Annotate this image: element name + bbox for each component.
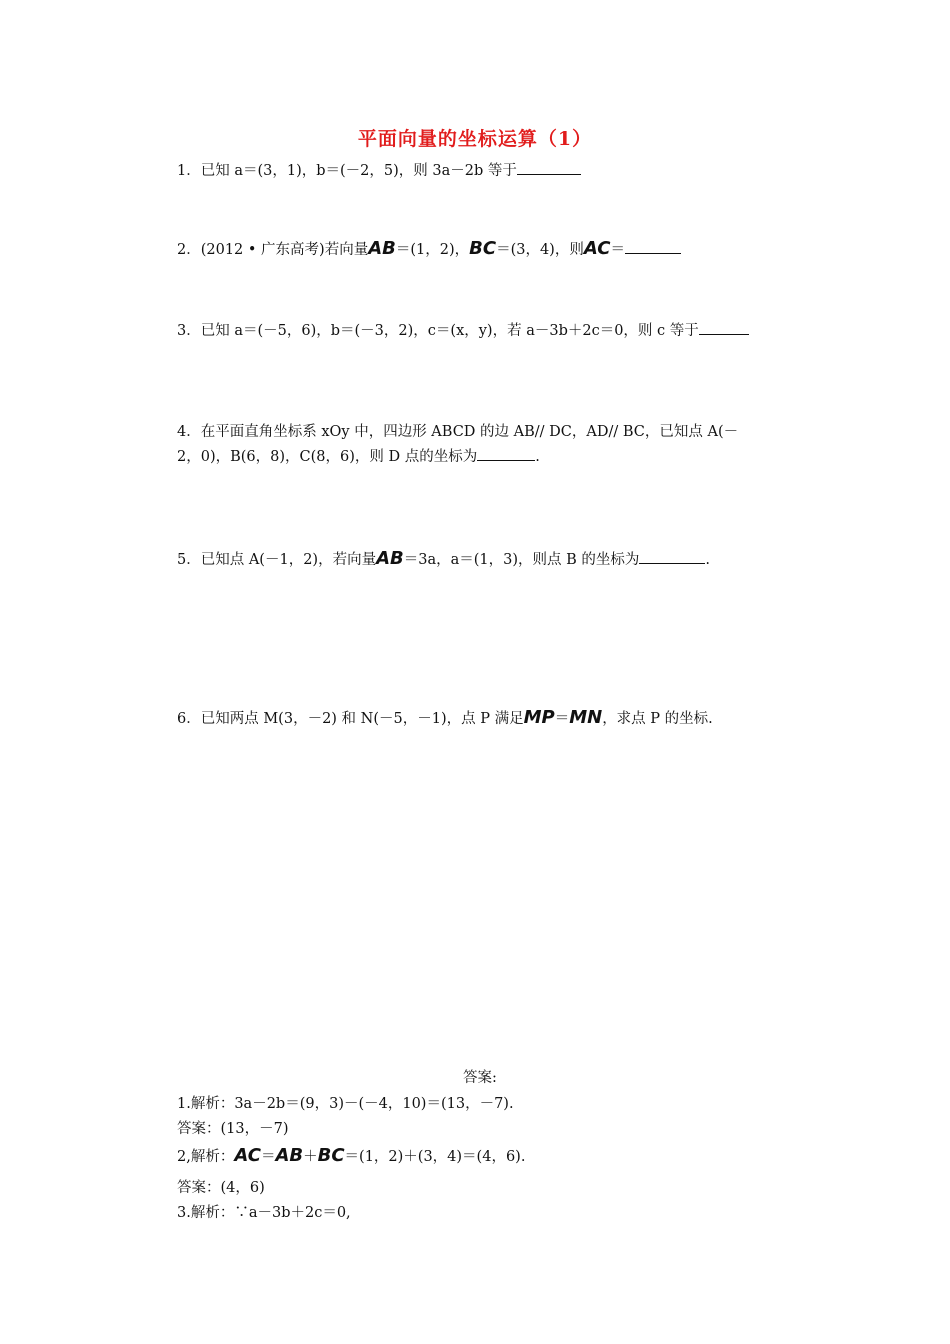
answer-blank-3 (699, 320, 749, 335)
answer-2-post: ＝(1，2)＋(3，4)＝(4，6). (344, 1149, 526, 1165)
question-5-prefix: 5．已知点 A(－1，2)，若向量 (177, 552, 377, 568)
answer-2-prefix: 2,解析： (177, 1149, 235, 1165)
question-5-post: ＝3a，a＝(1，3)，则点 B 的坐标为 (403, 552, 640, 568)
answer-1-answer: 答案：(13，－7) (177, 1121, 289, 1137)
question-2-mid1: ＝(1，2)， (395, 242, 470, 258)
answer-2-analysis (177, 1145, 525, 1166)
vector-ab: AB (368, 238, 396, 259)
question-5 (177, 548, 710, 569)
question-6-eq: ＝ (554, 711, 570, 727)
answer-blank-4 (477, 446, 535, 461)
question-2-mid2: ＝(3，4)，则 (496, 242, 584, 258)
vector-ab: AB (275, 1145, 304, 1166)
vector-bc: BC (469, 238, 497, 259)
question-2-prefix: 2．(2012 • 广东高考)若向量 (177, 242, 369, 258)
question-1 (177, 159, 581, 180)
question-6 (177, 707, 713, 728)
vector-mn: MN (569, 707, 603, 728)
vector-bc: BC (317, 1145, 345, 1166)
vector-ac: AC (583, 238, 611, 259)
question-4-line-1 (177, 420, 738, 441)
question-6-post: ，求点 P 的坐标. (602, 711, 713, 727)
vector-mp: MP (523, 707, 555, 728)
answer-3-analysis: 3.解析：∵a－3b＋2c＝0, (177, 1205, 351, 1221)
vector-ac: AC (234, 1145, 261, 1166)
answer-1-analysis: 1.解析：3a－2b＝(9，3)－(－4，10)＝(13，－7). (177, 1096, 514, 1112)
question-3 (177, 319, 749, 340)
question-4-text-2: 2，0)，B(6，8)，C(8，6)，则 D 点的坐标为 (177, 449, 478, 465)
question-4-line-2 (177, 445, 540, 466)
question-4-end: . (535, 449, 540, 465)
question-6-prefix: 6．已知两点 M(3，－2) 和 N(－5，－1)，点 P 满足 (177, 711, 524, 727)
answer-2-eq: ＝ (260, 1149, 276, 1165)
answer-blank-2 (625, 239, 681, 254)
page-title: 平面向量的坐标运算（1） (357, 128, 593, 150)
answer-blank-5 (639, 549, 705, 564)
question-1-text: 1．已知 a＝(3，1)，b＝(－2，5)，则 3a－2b 等于 (177, 163, 517, 179)
question-3-text: 3．已知 a＝(－5，6)，b＝(－3，2)，c＝(x，y)，若 a－3b＋2c＝0，则 c 等于 (177, 323, 699, 339)
answer-2-answer: 答案：(4，6) (177, 1180, 265, 1196)
answers-heading: 答案: (463, 1070, 497, 1086)
question-5-end: . (705, 552, 710, 568)
answer-blank-1 (517, 160, 581, 175)
answer-2-plus: ＋ (303, 1149, 318, 1165)
question-2-end: ＝ (610, 242, 625, 258)
question-4-text-1: 4．在平面直角坐标系 xOy 中，四边形 ABCD 的边 AB// DC，AD// BC，已知点 A(－ (177, 424, 739, 440)
vector-ab: AB (376, 548, 404, 569)
question-2 (177, 238, 681, 259)
